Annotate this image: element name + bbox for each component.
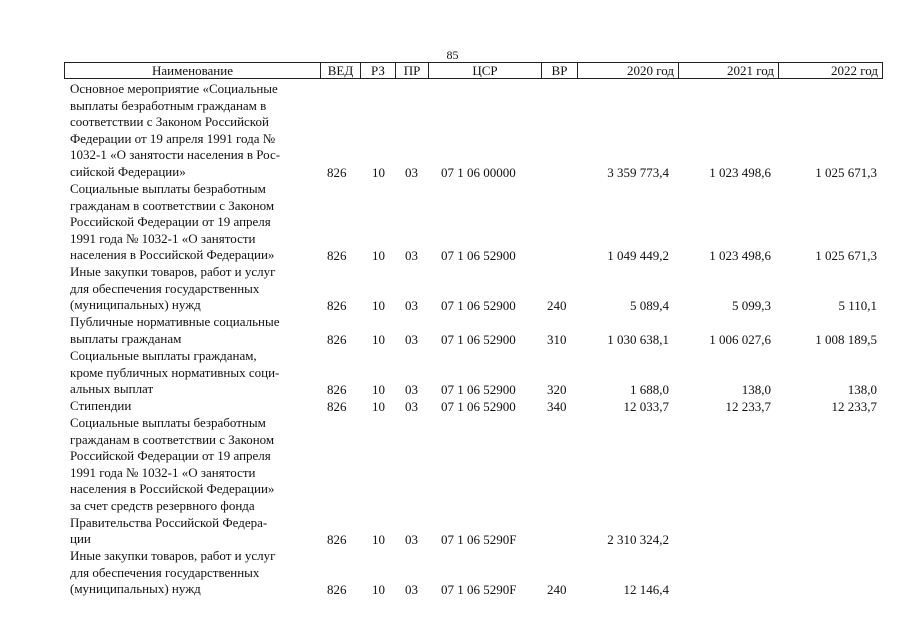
cell-vr: 340 (547, 399, 567, 414)
cell-2021: 1 023 498,6 (709, 165, 771, 180)
cell-2020: 1 030 638,1 (607, 332, 669, 347)
cell-rz: 10 (372, 399, 385, 414)
cell-2022: 5 110,1 (838, 298, 877, 313)
cell-csr: 07 1 06 52900 (441, 399, 516, 414)
cell-rz: 10 (372, 298, 385, 313)
row-name: Стипендии (70, 398, 132, 413)
page-number: 85 (446, 48, 459, 62)
cell-rz: 10 (372, 332, 385, 347)
cell-2020: 1 049 449,2 (607, 248, 669, 263)
cell-pr: 03 (405, 248, 418, 263)
cell-ved: 826 (327, 399, 347, 414)
cell-csr: 07 1 06 5290F (441, 582, 517, 597)
cell-rz: 10 (372, 165, 385, 180)
table-row (0, 415, 905, 548)
row-name: Социальные выплаты гражданам, кроме публичных нормативных соци- альных выплат (70, 348, 280, 397)
row-name: Иные закупки товаров, работ и услуг для обеспечения государственных (муниципальных) нужд (70, 548, 276, 597)
header-ved: ВЕД (321, 63, 361, 78)
row-name: Социальные выплаты безработным гражданам в соответствии с Законом Российской Федерации от 19 апреля 1991 года № 1032-1 «О занятости населения в Российской Федерации» (70, 181, 275, 263)
cell-pr: 03 (405, 332, 418, 347)
cell-csr: 07 1 06 52900 (441, 298, 516, 313)
header-name: Наименование (65, 63, 321, 78)
header-2021: 2021 год (679, 63, 779, 78)
cell-ved: 826 (327, 582, 347, 597)
row-name: Социальные выплаты безработным гражданам в соответствии с Законом Российской Федерации от 19 апреля 1991 года № 1032-1 «О занятости населения в Российской Федерации» за счет средств резервного фонда Правительства Российской Федера- ции (70, 415, 275, 547)
cell-pr: 03 (405, 382, 418, 397)
cell-vr: 240 (547, 582, 567, 597)
cell-ved: 826 (327, 165, 347, 180)
table-row (0, 181, 905, 264)
table-row (0, 398, 905, 415)
cell-ved: 826 (327, 248, 347, 263)
cell-csr: 07 1 06 52900 (441, 332, 516, 347)
table-row (0, 264, 905, 314)
cell-2020: 12 033,7 (623, 399, 669, 414)
cell-csr: 07 1 06 00000 (441, 165, 516, 180)
cell-2021: 12 233,7 (725, 399, 771, 414)
cell-pr: 03 (405, 298, 418, 313)
header-pr: ПР (396, 63, 429, 78)
cell-rz: 10 (372, 582, 385, 597)
table-row (0, 314, 905, 348)
cell-2021: 1 006 027,6 (709, 332, 771, 347)
cell-ved: 826 (327, 298, 347, 313)
cell-2020: 3 359 773,4 (607, 165, 669, 180)
cell-csr: 07 1 06 52900 (441, 382, 516, 397)
cell-2021: 5 099,3 (732, 298, 771, 313)
cell-2020: 2 310 324,2 (607, 532, 669, 547)
header-2020: 2020 год (578, 63, 679, 78)
table-row (0, 81, 905, 181)
cell-rz: 10 (372, 248, 385, 263)
cell-2022: 1 025 671,3 (815, 165, 877, 180)
header-vr: ВР (542, 63, 578, 78)
header-2022: 2022 год (831, 63, 878, 78)
row-name: Иные закупки товаров, работ и услуг для обеспечения государственных (муниципальных) нужд (70, 264, 276, 313)
cell-pr: 03 (405, 532, 418, 547)
cell-rz: 10 (372, 532, 385, 547)
cell-pr: 03 (405, 582, 418, 597)
cell-2021: 1 023 498,6 (709, 248, 771, 263)
table-row (0, 348, 905, 398)
cell-ved: 826 (327, 532, 347, 547)
table-body (0, 81, 905, 598)
cell-pr: 03 (405, 399, 418, 414)
cell-2022: 138,0 (847, 382, 877, 397)
cell-2020: 1 688,0 (630, 382, 669, 397)
cell-vr: 240 (547, 298, 567, 313)
cell-2020: 12 146,4 (623, 582, 669, 597)
table-header (64, 62, 883, 79)
cell-2020: 5 089,4 (630, 298, 669, 313)
cell-vr: 320 (547, 382, 567, 397)
cell-vr: 310 (547, 332, 567, 347)
cell-2022: 12 233,7 (831, 399, 877, 414)
cell-2021: 138,0 (741, 382, 771, 397)
cell-2022: 1 008 189,5 (815, 332, 877, 347)
header-rz: РЗ (361, 63, 396, 78)
row-name: Публичные нормативные социальные выплаты гражданам (70, 314, 280, 346)
cell-ved: 826 (327, 332, 347, 347)
cell-csr: 07 1 06 52900 (441, 248, 516, 263)
cell-2022: 1 025 671,3 (815, 248, 877, 263)
table-row (0, 548, 905, 598)
cell-rz: 10 (372, 382, 385, 397)
header-csr: ЦСР (429, 63, 542, 78)
row-name: Основное мероприятие «Социальные выплаты безработным гражданам в соответствии с Законом Российской Федерации от 19 апреля 1991 года № 1032-1 «О занятости населения в Рос- сийской Федерации» (70, 81, 281, 179)
cell-ved: 826 (327, 382, 347, 397)
cell-csr: 07 1 06 5290F (441, 532, 517, 547)
cell-pr: 03 (405, 165, 418, 180)
